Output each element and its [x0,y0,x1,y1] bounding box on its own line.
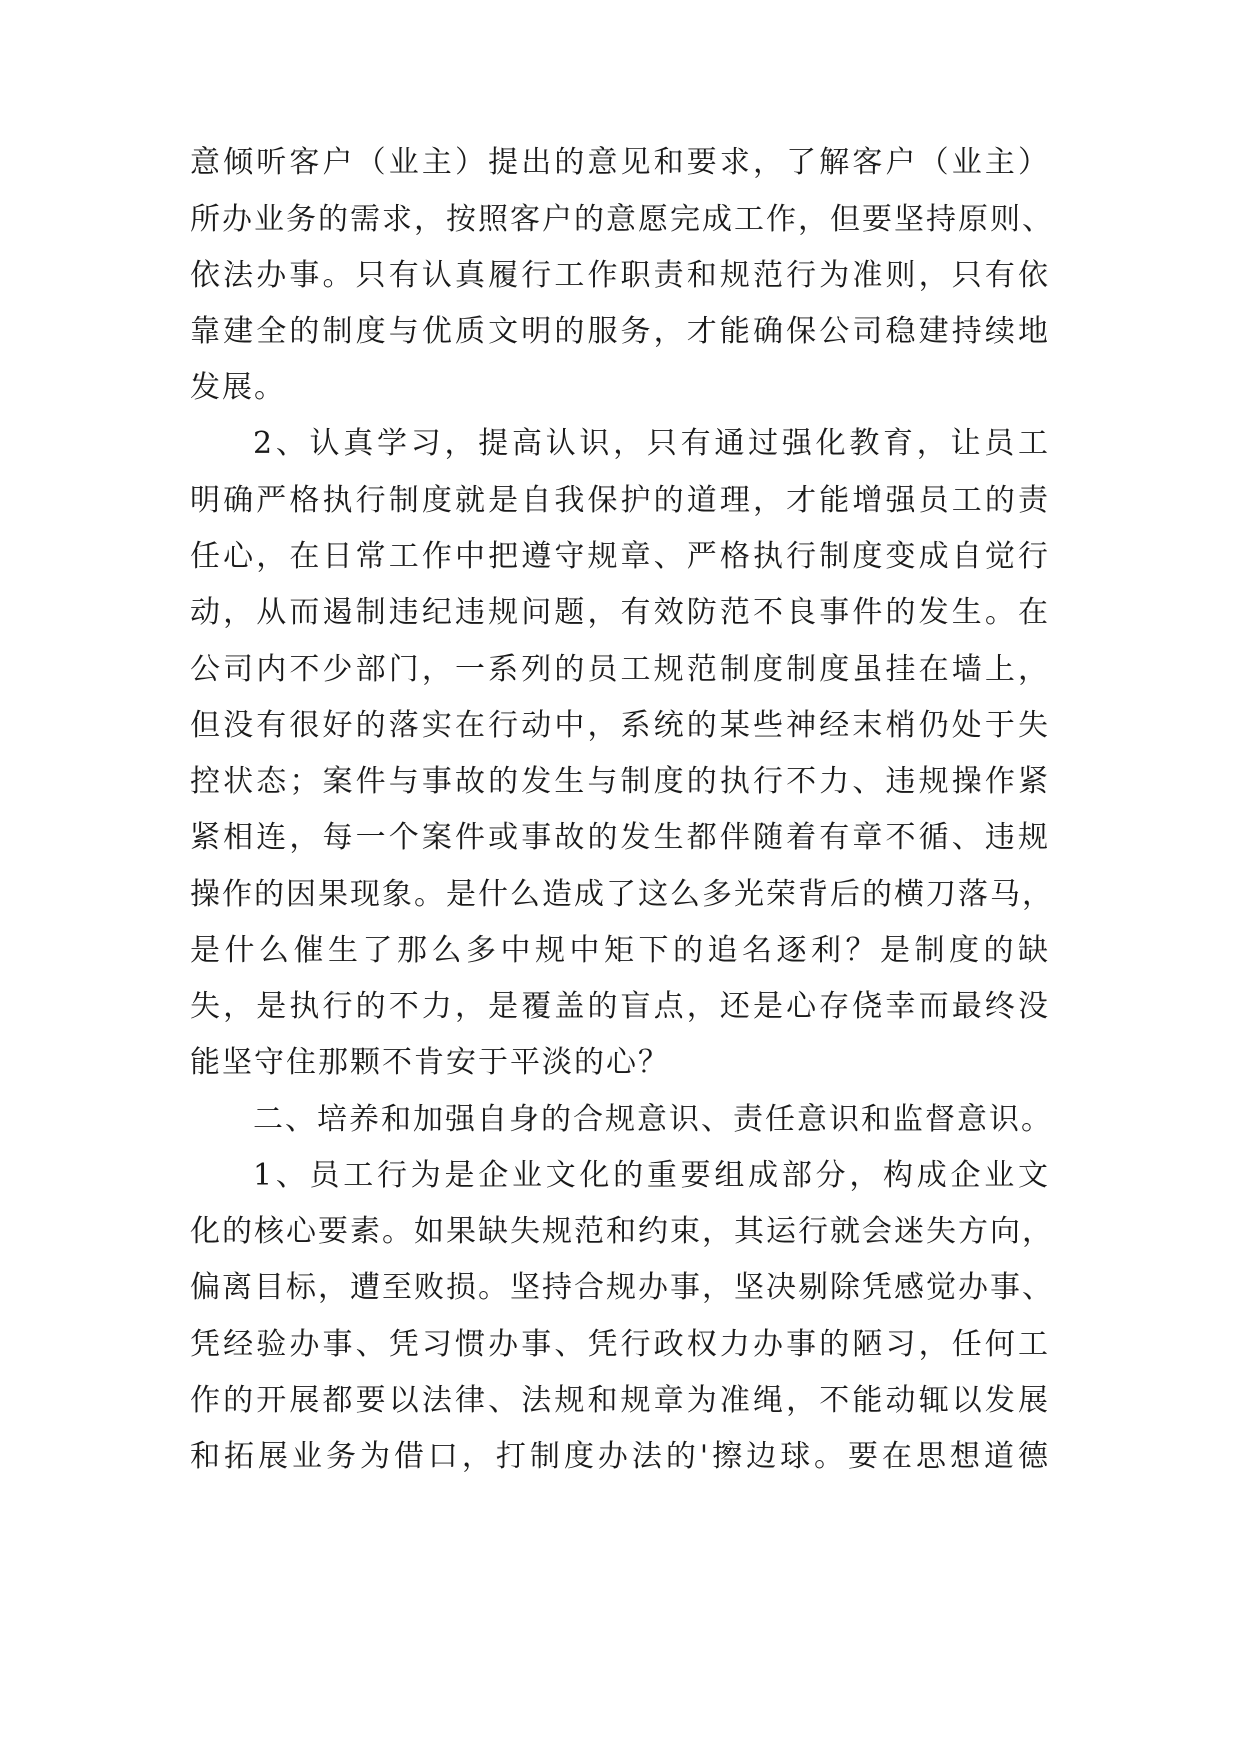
paragraph-start-line: 1、员工行为是企业文化的重要组成部分，构成企业文 [253,1158,1050,1193]
text-line: 和拓展业务为借口，打制度办法的'擦边球。要在思想道德 [190,1439,1050,1474]
text-line: 失，是执行的不力，是覆盖的盲点，还是心存侥幸而最终没 [190,989,1050,1024]
text-line: 靠建全的制度与优质文明的服务，才能确保公司稳建持续地 [190,314,1050,349]
text-line: 操作的因果现象。是什么造成了这么多光荣背后的横刀落马， [190,877,1054,912]
text-line: 是什么催生了那么多中规中矩下的追名逐利？是制度的缺 [190,933,1050,968]
text-line: 作的开展都要以法律、法规和规章为准绳，不能动辄以发展 [190,1383,1050,1418]
text-line: 控状态；案件与事故的发生与制度的执行不力、违规操作紧 [190,764,1050,799]
text-line: 公司内不少部门，一系列的员工规范制度制度虽挂在墙上， [190,652,1050,687]
paragraph-start-line: 2、认真学习，提高认识，只有通过强化教育，让员工 [253,426,1050,461]
text-line: 但没有很好的落实在行动中，系统的某些神经末梢仍处于失 [190,708,1050,743]
section-heading: 二、培养和加强自身的合规意识、责任意识和监督意识。 [253,1102,1053,1137]
text-line: 凭经验办事、凭习惯办事、凭行政权力办事的陋习，任何工 [190,1327,1050,1362]
text-line: 明确严格执行制度就是自我保护的道理，才能增强员工的责 [190,483,1050,518]
text-line: 紧相连，每一个案件或事故的发生都伴随着有章不循、违规 [190,820,1050,855]
text-line: 所办业务的需求，按照客户的意愿完成工作，但要坚持原则、 [190,202,1054,237]
text-line: 意倾听客户（业主）提出的意见和要求，了解客户（业主） [190,145,1050,180]
text-line: 动，从而遏制违纪违规问题，有效防范不良事件的发生。在 [190,595,1050,630]
text-line: 依法办事。只有认真履行工作职责和规范行为准则，只有依 [190,258,1050,293]
text-line: 发展。 [190,370,286,405]
text-line: 偏离目标，遭至败损。坚持合规办事，坚决剔除凭感觉办事、 [190,1270,1054,1305]
text-line: 能坚守住那颗不肯安于平淡的心？ [190,1045,670,1080]
text-line: 任心，在日常工作中把遵守规章、严格执行制度变成自觉行 [190,539,1050,574]
text-line: 化的核心要素。如果缺失规范和约束，其运行就会迷失方向， [190,1214,1054,1249]
